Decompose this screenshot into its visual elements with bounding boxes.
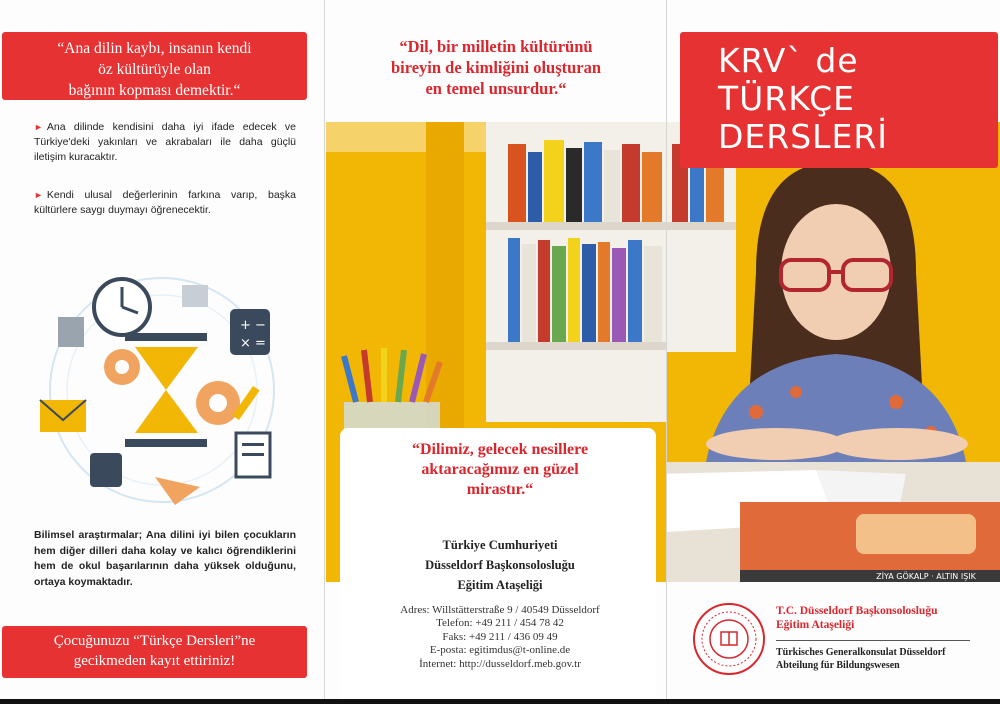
middle-quote-line: en temel unsurdur.“ <box>425 79 567 98</box>
middle-quote <box>326 36 666 99</box>
heritage-quote-line: “Dilimiz, gelecek nesillere <box>411 441 589 458</box>
clock-icon <box>94 279 150 335</box>
fold-line <box>666 0 667 704</box>
contact-details <box>355 604 645 671</box>
heritage-quote <box>355 440 645 500</box>
consulate-name-german <box>776 646 945 672</box>
contact-email: E-posta: egitimdus@t-online.de <box>429 644 571 657</box>
svg-text:× =: × = <box>240 336 266 351</box>
contact-fax: Faks: +49 211 / 436 09 49 <box>442 630 558 643</box>
consulate-name-turkish <box>776 604 937 632</box>
left-quote-line: öz kültürüyle olan <box>98 61 211 78</box>
book-cover <box>740 502 1000 582</box>
cta-line: Çocuğunuzu “Türkçe Dersleri”ne <box>53 633 256 649</box>
contact-website: İnternet: http://dusseldorf.meb.gov.tr <box>419 657 581 670</box>
benefit-bullet <box>34 188 296 218</box>
benefit-bullet <box>34 120 296 165</box>
middle-quote-line: bireyin de kimliğini oluşturan <box>390 58 602 77</box>
divider <box>776 640 970 641</box>
contact-phone: Telefon: +49 211 / 454 78 42 <box>436 617 564 630</box>
institution-line: Düsseldorf Başkonsolosluğu <box>425 558 575 572</box>
scan-edge <box>0 699 1000 704</box>
title-line: DERSLERİ <box>718 117 889 156</box>
title-line: KRV` de <box>718 41 859 80</box>
org-line: T.C. Düsseldorf Başkonsolosluğu <box>776 605 938 617</box>
paper-plane-icon <box>155 477 200 505</box>
enroll-call-to-action <box>2 626 307 678</box>
bullet-text: Kendi ulusal değerlerinin farkına varıp, başka kültürlere saygı duymayı öğrenecektir. <box>34 189 296 216</box>
institution-line: Eğitim Ataşeliği <box>457 578 543 592</box>
book-cover-text: ZİYA GÖKALP · ALTIN IŞIK <box>876 572 976 581</box>
fold-line <box>324 0 325 704</box>
research-note: Bilimsel araştırmalar; Ana dilini iyi bilen çocukların hem diğer dilleri daha kolay ve kalıcı öğrendiklerini hem de okul başarılarının daha yüksek olduğunu, ortaya koymaktadır. <box>34 529 296 588</box>
classroom-photo-right <box>666 122 1000 582</box>
envelope-icon <box>40 400 86 432</box>
institution-name <box>355 535 645 595</box>
bullet-arrow-icon: ► <box>34 190 43 200</box>
heritage-quote-line: aktaracağımız en güzel <box>421 461 579 478</box>
bullet-arrow-icon: ► <box>34 122 43 132</box>
bookshelf <box>486 122 666 422</box>
cta-line: gecikmeden kayıt ettiriniz! <box>73 653 236 669</box>
hourglass-icon <box>125 333 207 447</box>
bullet-text: Ana dilinde kendisini daha iyi ifade edecek ve Türkiye'deki yakınları ve akrabaları ile daha güçlü iletişim kuracaktır. <box>34 121 296 163</box>
org-line: Türkisches Generalkonsulat Düsseldorf <box>776 647 946 658</box>
contact-address: Adres: Willstätterstraße 9 / 40549 Düsseldorf <box>400 604 600 616</box>
left-quote-line: bağının kopması demektir.“ <box>68 82 241 99</box>
svg-text:+ −: + − <box>240 318 266 333</box>
middle-quote-line: “Dil, bir milletin kültürünü <box>399 37 593 56</box>
institution-line: Türkiye Cumhuriyeti <box>442 538 558 552</box>
brochure-title <box>680 32 998 168</box>
org-line: Abteilung für Bildungswesen <box>776 660 900 671</box>
title-line: TÜRKÇE <box>718 79 855 118</box>
heritage-quote-line: mirastır.“ <box>466 481 534 498</box>
ministry-seal-icon <box>692 602 766 676</box>
left-quote-banner <box>2 32 307 100</box>
education-infographic <box>30 265 295 515</box>
org-line: Eğitim Ataşeliği <box>776 619 855 631</box>
left-quote-line: “Ana dilin kaybı, insanın kendi <box>57 40 252 57</box>
clipboard-icon <box>236 433 270 477</box>
